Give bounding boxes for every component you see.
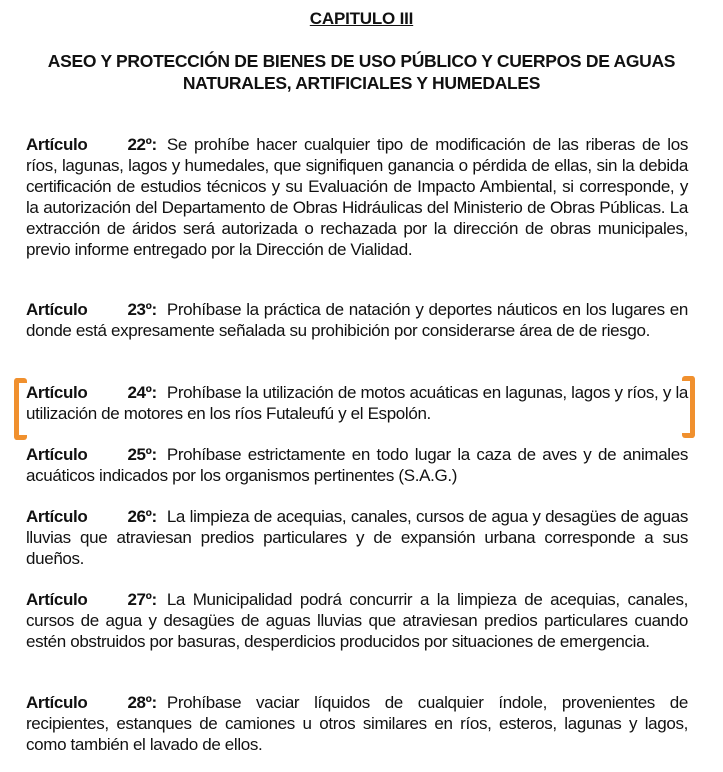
article-text: Prohíbase la utilización de motos acuáticas en lagunas, lagos y ríos, y la utilización de motores en los ríos Futaleufú y el Espolón. [26,383,688,423]
article-22 [26,134,688,260]
chapter-heading: CAPITULO III [309,9,414,28]
article-label: Artículo [26,693,88,712]
article-number: 27º: [127,590,157,609]
article-text: Se prohíbe hacer cualquier tipo de modificación de las riberas de los ríos, lagunas, lagos y humedales, que signifiquen ganancia o pérdida de ellas, sin la debida certificación de estudios técnicos y su Evaluación de Impacto Ambiental, si corresponde, y la autorización del Departamento de Obras Hidráulicas del Ministerio de Obras Públicas. La extracción de áridos será autorizada o rechazada por la dirección de obras municipales, previo informe entregado por la Dirección de Vialidad. [26,135,688,259]
article-text: Prohíbase vaciar líquidos de cualquier índole, provenientes de recipientes, estanques de camiones u otros similares en ríos, esteros, lagunas y lagos, como también el lavado de ellos. [26,693,688,754]
article-27 [26,589,688,652]
article-number: 28º: [127,693,157,712]
article-25 [26,444,688,486]
article-number: 22º: [127,135,157,154]
article-text: Prohíbase estrictamente en todo lugar la caza de aves y de animales acuáticos indicados por los organismos pertinentes (S.A.G.) [26,445,688,485]
article-label: Artículo [26,590,88,609]
article-26 [26,506,688,569]
article-28 [26,692,688,755]
article-text: La Municipalidad podrá concurrir a la limpieza de acequias, canales, cursos de agua y desagües de aguas lluvias que atraviesan predios particulares cuando estén obstruidos por basuras, desperdicios producidos por situaciones de emergencia. [26,590,688,651]
article-label: Artículo [26,507,88,526]
article-text: Prohíbase la práctica de natación y deportes náuticos en los lugares en donde está expresamente señalada su prohibición por considerarse área de de riesgo. [26,300,688,340]
article-number: 25º: [127,445,157,464]
article-24 [26,382,688,424]
article-text: La limpieza de acequias, canales, cursos de agua y desagües de aguas lluvias que atraviesan predios particulares y de expansión urbana corresponde a sus dueños. [26,507,688,568]
article-number: 24º: [127,383,157,402]
article-number: 23º: [127,300,157,319]
chapter-title: ASEO Y PROTECCIÓN DE BIENES DE USO PÚBLICO Y CUERPOS DE AGUAS NATURALES, ARTIFICIALES Y HUMEDALES [47,51,676,93]
article-label: Artículo [26,445,88,464]
article-number: 26º: [127,507,157,526]
article-23 [26,299,688,341]
article-label: Artículo [26,135,88,154]
article-label: Artículo [26,300,88,319]
article-label: Artículo [26,383,88,402]
